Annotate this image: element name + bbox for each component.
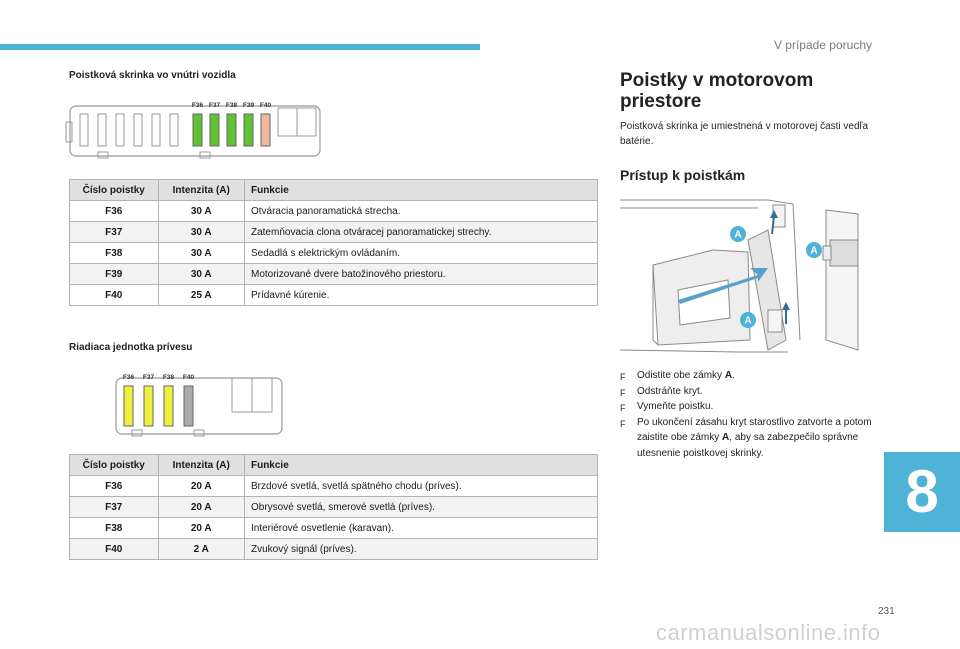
engine-fuses-heading: Poistky v motorovom priestore bbox=[620, 70, 814, 112]
trailer-unit-title: Riadiaca jednotka prívesu bbox=[69, 342, 193, 353]
fuse-amperage: 2 A bbox=[158, 539, 244, 560]
checkbox-marker-icon: F bbox=[620, 372, 626, 382]
fuse-function: Otváracia panoramatická strecha. bbox=[244, 201, 597, 222]
fuse-amperage: 25 A bbox=[158, 285, 244, 306]
table-row bbox=[70, 539, 598, 560]
table-row bbox=[70, 222, 598, 243]
fuse-label: F37 bbox=[142, 374, 155, 381]
fuse-f38 bbox=[227, 114, 236, 146]
step-item: F Odistite obe zámky A. bbox=[620, 368, 875, 384]
lock-a-label: A bbox=[734, 229, 742, 241]
fuse-function: Zatemňovacia clona otváracej panoramatickej strechy. bbox=[244, 222, 597, 243]
fuse-amperage: 30 A bbox=[158, 243, 244, 264]
fuse-amperage: 30 A bbox=[158, 201, 244, 222]
instruction-steps bbox=[620, 368, 875, 461]
checkbox-marker-icon: F bbox=[620, 418, 626, 429]
fuse-f40 bbox=[261, 114, 270, 146]
fuse-function: Zvukový signál (príves). bbox=[244, 539, 597, 560]
lock-a-label: A bbox=[810, 245, 818, 257]
fuse-number: F40 bbox=[70, 285, 159, 306]
column-header: Číslo poistky bbox=[70, 180, 159, 201]
table-row bbox=[70, 201, 598, 222]
column-header: Funkcie bbox=[244, 180, 597, 201]
fuse-function: Interiérové osvetlenie (karavan). bbox=[244, 518, 597, 539]
engine-fusebox-illustration bbox=[618, 190, 868, 360]
section-header: V prípade poruchy bbox=[773, 38, 872, 52]
fuse-label: F40 bbox=[182, 374, 195, 381]
column-header: Funkcie bbox=[244, 455, 597, 476]
fuse-function: Sedadlá s elektrickým ovládaním. bbox=[244, 243, 597, 264]
column-header: Intenzita (A) bbox=[158, 180, 244, 201]
fuse-number: F37 bbox=[70, 497, 159, 518]
fuse-number: F36 bbox=[70, 476, 159, 497]
table-row bbox=[70, 497, 598, 518]
fuse-label: F37 bbox=[208, 102, 221, 109]
checkbox-marker-icon: F bbox=[620, 403, 626, 413]
column-header: Intenzita (A) bbox=[158, 455, 244, 476]
interior-fusebox-title: Poistková skrinka vo vnútri vozidla bbox=[69, 70, 236, 81]
fuse-function: Brzdové svetlá, svetlá spätného chodu (príves). bbox=[244, 476, 597, 497]
page-number: 231 bbox=[878, 606, 895, 617]
fuse-function: Prídavné kúrenie. bbox=[244, 285, 597, 306]
fuse-access-heading: Prístup k poistkám bbox=[620, 167, 746, 183]
fuse-number: F38 bbox=[70, 518, 159, 539]
chapter-tab: 8 bbox=[884, 452, 960, 532]
table-row bbox=[70, 518, 598, 539]
fuse-f36 bbox=[124, 386, 133, 426]
interior-slots bbox=[80, 114, 178, 146]
fuse-f40 bbox=[184, 386, 193, 426]
trailer-fuse-table bbox=[69, 454, 598, 560]
fuse-label: F38 bbox=[162, 374, 175, 381]
fuse-amperage: 20 A bbox=[158, 518, 244, 539]
fuse-number: F39 bbox=[70, 264, 159, 285]
fuse-f39 bbox=[244, 114, 253, 146]
watermark: carmanualsonline.info bbox=[656, 620, 881, 645]
table-row bbox=[70, 285, 598, 306]
engine-intro-text: Poistková skrinka je umiestnená v motorovej časti vedľa batérie. bbox=[620, 121, 869, 147]
fuse-amperage: 20 A bbox=[158, 497, 244, 518]
step-item: F Vymeňte poistku. bbox=[620, 399, 875, 415]
checkbox-marker-icon: F bbox=[620, 387, 626, 398]
fuse-label: F36 bbox=[122, 374, 135, 381]
fuse-f37 bbox=[210, 114, 219, 146]
fuse-number: F38 bbox=[70, 243, 159, 264]
step-item: F Odstráňte kryt. bbox=[620, 384, 875, 400]
fuse-label: F40 bbox=[259, 102, 272, 109]
interior-fusebox-diagram bbox=[60, 96, 330, 162]
fuse-label: F39 bbox=[242, 102, 255, 109]
fuse-amperage: 20 A bbox=[158, 476, 244, 497]
fuse-label: F38 bbox=[225, 102, 238, 109]
fuse-label: F36 bbox=[191, 102, 204, 109]
fuse-amperage: 30 A bbox=[158, 222, 244, 243]
fuse-amperage: 30 A bbox=[158, 264, 244, 285]
lock-a-label: A bbox=[744, 315, 752, 327]
column-header: Číslo poistky bbox=[70, 455, 159, 476]
table-row bbox=[70, 264, 598, 285]
fuse-function: Obrysové svetlá, smerové svetlá (príves). bbox=[244, 497, 597, 518]
fuse-f36 bbox=[193, 114, 202, 146]
trailer-fusebox-diagram bbox=[110, 366, 290, 442]
header-accent-bar bbox=[0, 44, 480, 50]
table-row bbox=[70, 243, 598, 264]
interior-fuse-table bbox=[69, 179, 598, 306]
table-row bbox=[70, 476, 598, 497]
fuse-f37 bbox=[144, 386, 153, 426]
fuse-number: F40 bbox=[70, 539, 159, 560]
fuse-f38 bbox=[164, 386, 173, 426]
fuse-number: F37 bbox=[70, 222, 159, 243]
step-item: F Po ukončení zásahu kryt starostlivo zatvorte a potom zaistite obe zámky A, aby sa zabezpečilo správne utesnenie poistkovej skrinky. bbox=[620, 416, 872, 459]
fuse-number: F36 bbox=[70, 201, 159, 222]
fuse-function: Motorizované dvere batožinového priestoru. bbox=[244, 264, 597, 285]
